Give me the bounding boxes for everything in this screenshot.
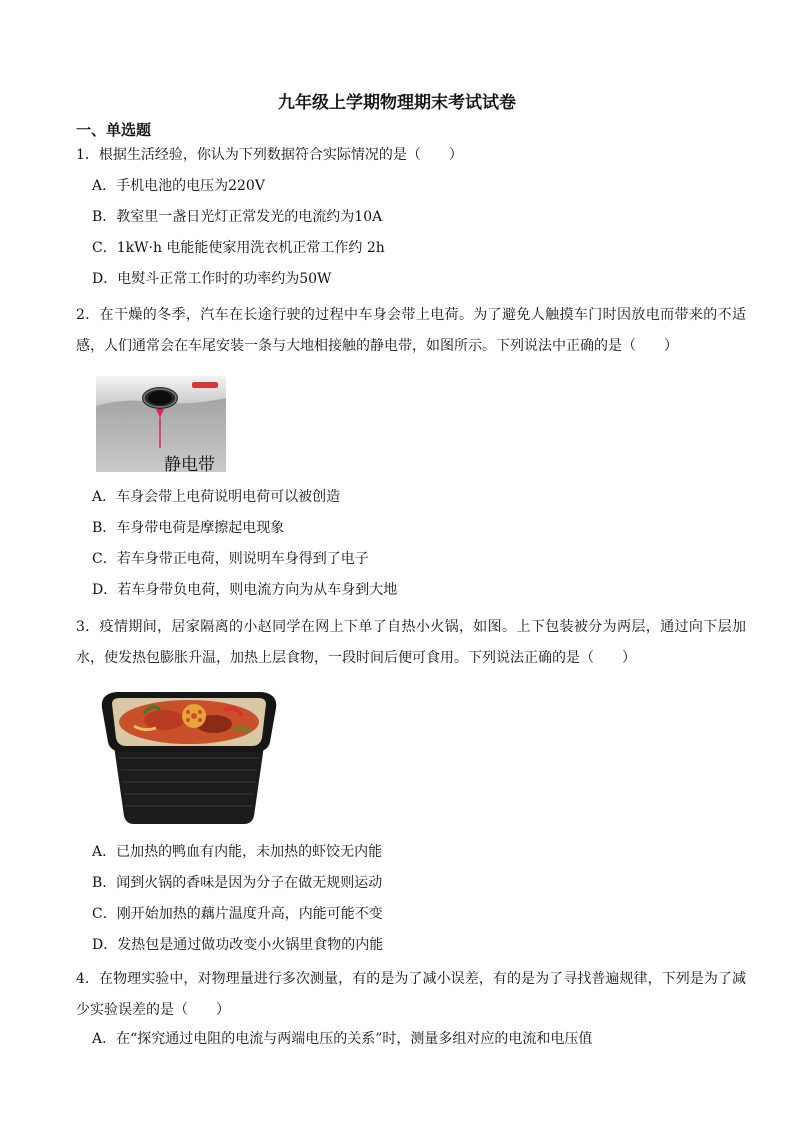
- question-4-option-a: A．在“探究通过电阻的电流与两端电压的关系”时，测量多组对应的电流和电压值: [92, 1031, 593, 1047]
- question-3-option-b: B．闻到火锅的香味是因为分子在做无规则运动: [92, 875, 383, 891]
- question-1-option-b: B．教室里一盏日光灯正常发光的电流约为10A: [92, 209, 383, 225]
- question-3-stem: 3．疫情期间，居家隔离的小赵同学在网上下单了自热小火锅，如图。上下包装被分为两层，通过向下层加水，使发热包膨胀升温，加热上层食物，一段时间后便可食用。下列说法正确的是（ ）: [76, 619, 746, 666]
- question-1-stem: 1．根据生活经验，你认为下列数据符合实际情况的是（ ）: [76, 147, 463, 163]
- page-title: 九年级上学期物理期末考试试卷: [278, 93, 516, 113]
- static-strap-figure: [96, 376, 226, 475]
- question-1-option-a: A．手机电池的电压为220V: [92, 178, 265, 194]
- question-3-option-a: A．已加热的鸭血有内能，未加热的虾饺无内能: [92, 844, 383, 860]
- question-1-option-d: D．电熨斗正常工作时的功率约为50W: [92, 271, 332, 287]
- self-heating-hotpot-photo: [94, 680, 284, 826]
- question-3-option-d: D．发热包是通过做功改变小火锅里食物的内能: [92, 937, 384, 953]
- question-2-option-c: C．若车身带正电荷，则说明车身得到了电子: [92, 551, 369, 567]
- question-4-stem: 4．在物理实验中，对物理量进行多次测量，有的是为了减小误差，有的是为了寻找普遍规律，下列是为了减少实验误差的是（ ）: [76, 971, 746, 1018]
- question-2-option-d: D．若车身带负电荷，则电流方向为从车身到大地: [92, 582, 398, 598]
- static-strap-label: 静电带: [164, 455, 215, 475]
- question-1-option-c: C．1kW·h 电能能使家用洗衣机正常工作约 2h: [92, 240, 385, 256]
- question-2-option-b: B．车身带电荷是摩擦起电现象: [92, 520, 285, 536]
- section-heading: 一、单选题: [76, 121, 152, 139]
- question-3-option-c: C．刚开始加热的藕片温度升高，内能可能不变: [92, 906, 383, 922]
- hotpot-figure: [94, 680, 284, 826]
- question-2-stem: 2．在干燥的冬季，汽车在长途行驶的过程中车身会带上电荷。为了避免人触摸车门时因放电而带来的不适感，人们通常会在车尾安装一条与大地相接触的静电带，如图所示。下列说法中正确的是（ ）: [76, 307, 746, 354]
- question-2-option-a: A．车身会带上电荷说明电荷可以被创造: [92, 489, 341, 505]
